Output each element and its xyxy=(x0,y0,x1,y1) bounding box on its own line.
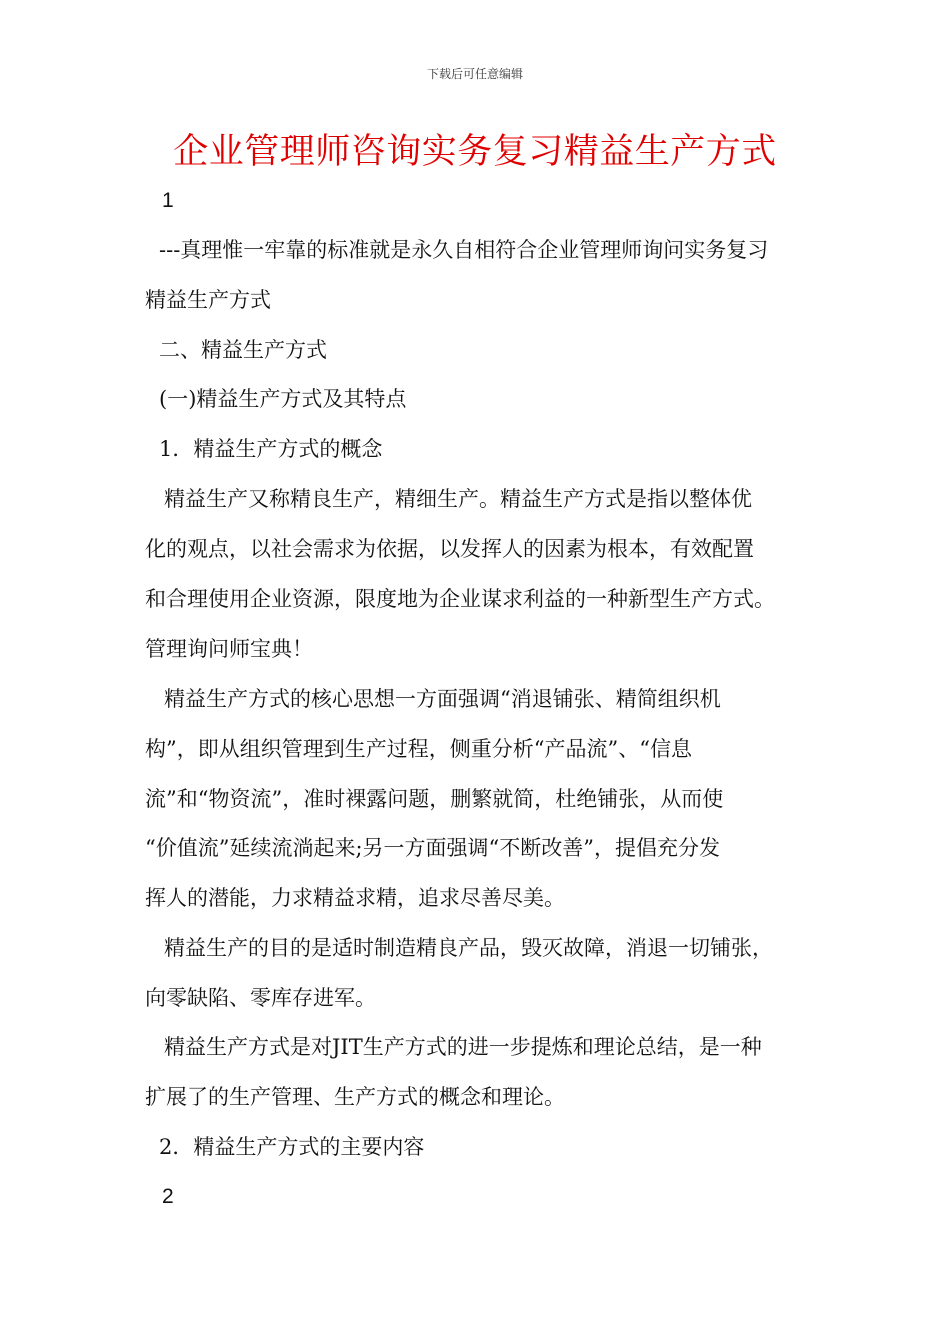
paragraph-line: 和合理使用企业资源，限度地为企业谋求利益的一种新型生产方式。 xyxy=(145,587,775,611)
paragraph-line: 精益生产的目的是适时制造精良产品，毁灭故障，消退一切铺张， xyxy=(164,936,773,960)
paragraph-line: 化的观点，以社会需求为依据，以发挥人的因素为根本，有效配置 xyxy=(145,537,754,561)
paragraph-line: ---真理惟一牢靠的标准就是永久自相符合企业管理师询问实务复习 xyxy=(159,238,769,262)
paragraph-line: 构”，即从组织管理到生产过程，侧重分析“产品流”、“信息 xyxy=(145,737,692,761)
paragraph-line: “价值流”延续流淌起来;另一方面强调“不断改善”，提倡充分发 xyxy=(145,836,721,860)
document-title: 企业管理师咨询实务复习精益生产方式 xyxy=(173,132,777,172)
item-heading: 2．精益生产方式的主要内容 xyxy=(159,1135,425,1159)
paragraph-line: 精益生产方式是对JIT生产方式的进一步提炼和理论总结，是一种 xyxy=(164,1035,762,1059)
subsection-heading: (一)精益生产方式及其特点 xyxy=(159,387,407,411)
paragraph-line: 精益生产又称精良生产，精细生产。精益生产方式是指以整体优 xyxy=(164,487,752,511)
header-note: 下载后可任意编辑 xyxy=(426,67,523,81)
paragraph-line: 扩展了的生产管理、生产方式的概念和理论。 xyxy=(145,1085,565,1109)
paragraph-line: 挥人的潜能，力求精益求精，追求尽善尽美。 xyxy=(145,886,565,910)
paragraph-line: 管理询问师宝典！ xyxy=(145,637,313,661)
paragraph-line: 精益生产方式的核心思想一方面强调“消退铺张、精简组织机 xyxy=(164,687,721,711)
item-heading: 1．精益生产方式的概念 xyxy=(159,437,383,461)
page-marker-1: 1 xyxy=(162,189,174,212)
page-marker-2: 2 xyxy=(162,1185,174,1208)
section-heading: 二、精益生产方式 xyxy=(159,338,327,362)
paragraph-line: 向零缺陷、零库存进军。 xyxy=(145,986,376,1010)
paragraph-line: 精益生产方式 xyxy=(145,288,271,312)
paragraph-line: 流”和“物资流”，准时裸露问题，删繁就简，杜绝铺张，从而使 xyxy=(145,787,724,811)
